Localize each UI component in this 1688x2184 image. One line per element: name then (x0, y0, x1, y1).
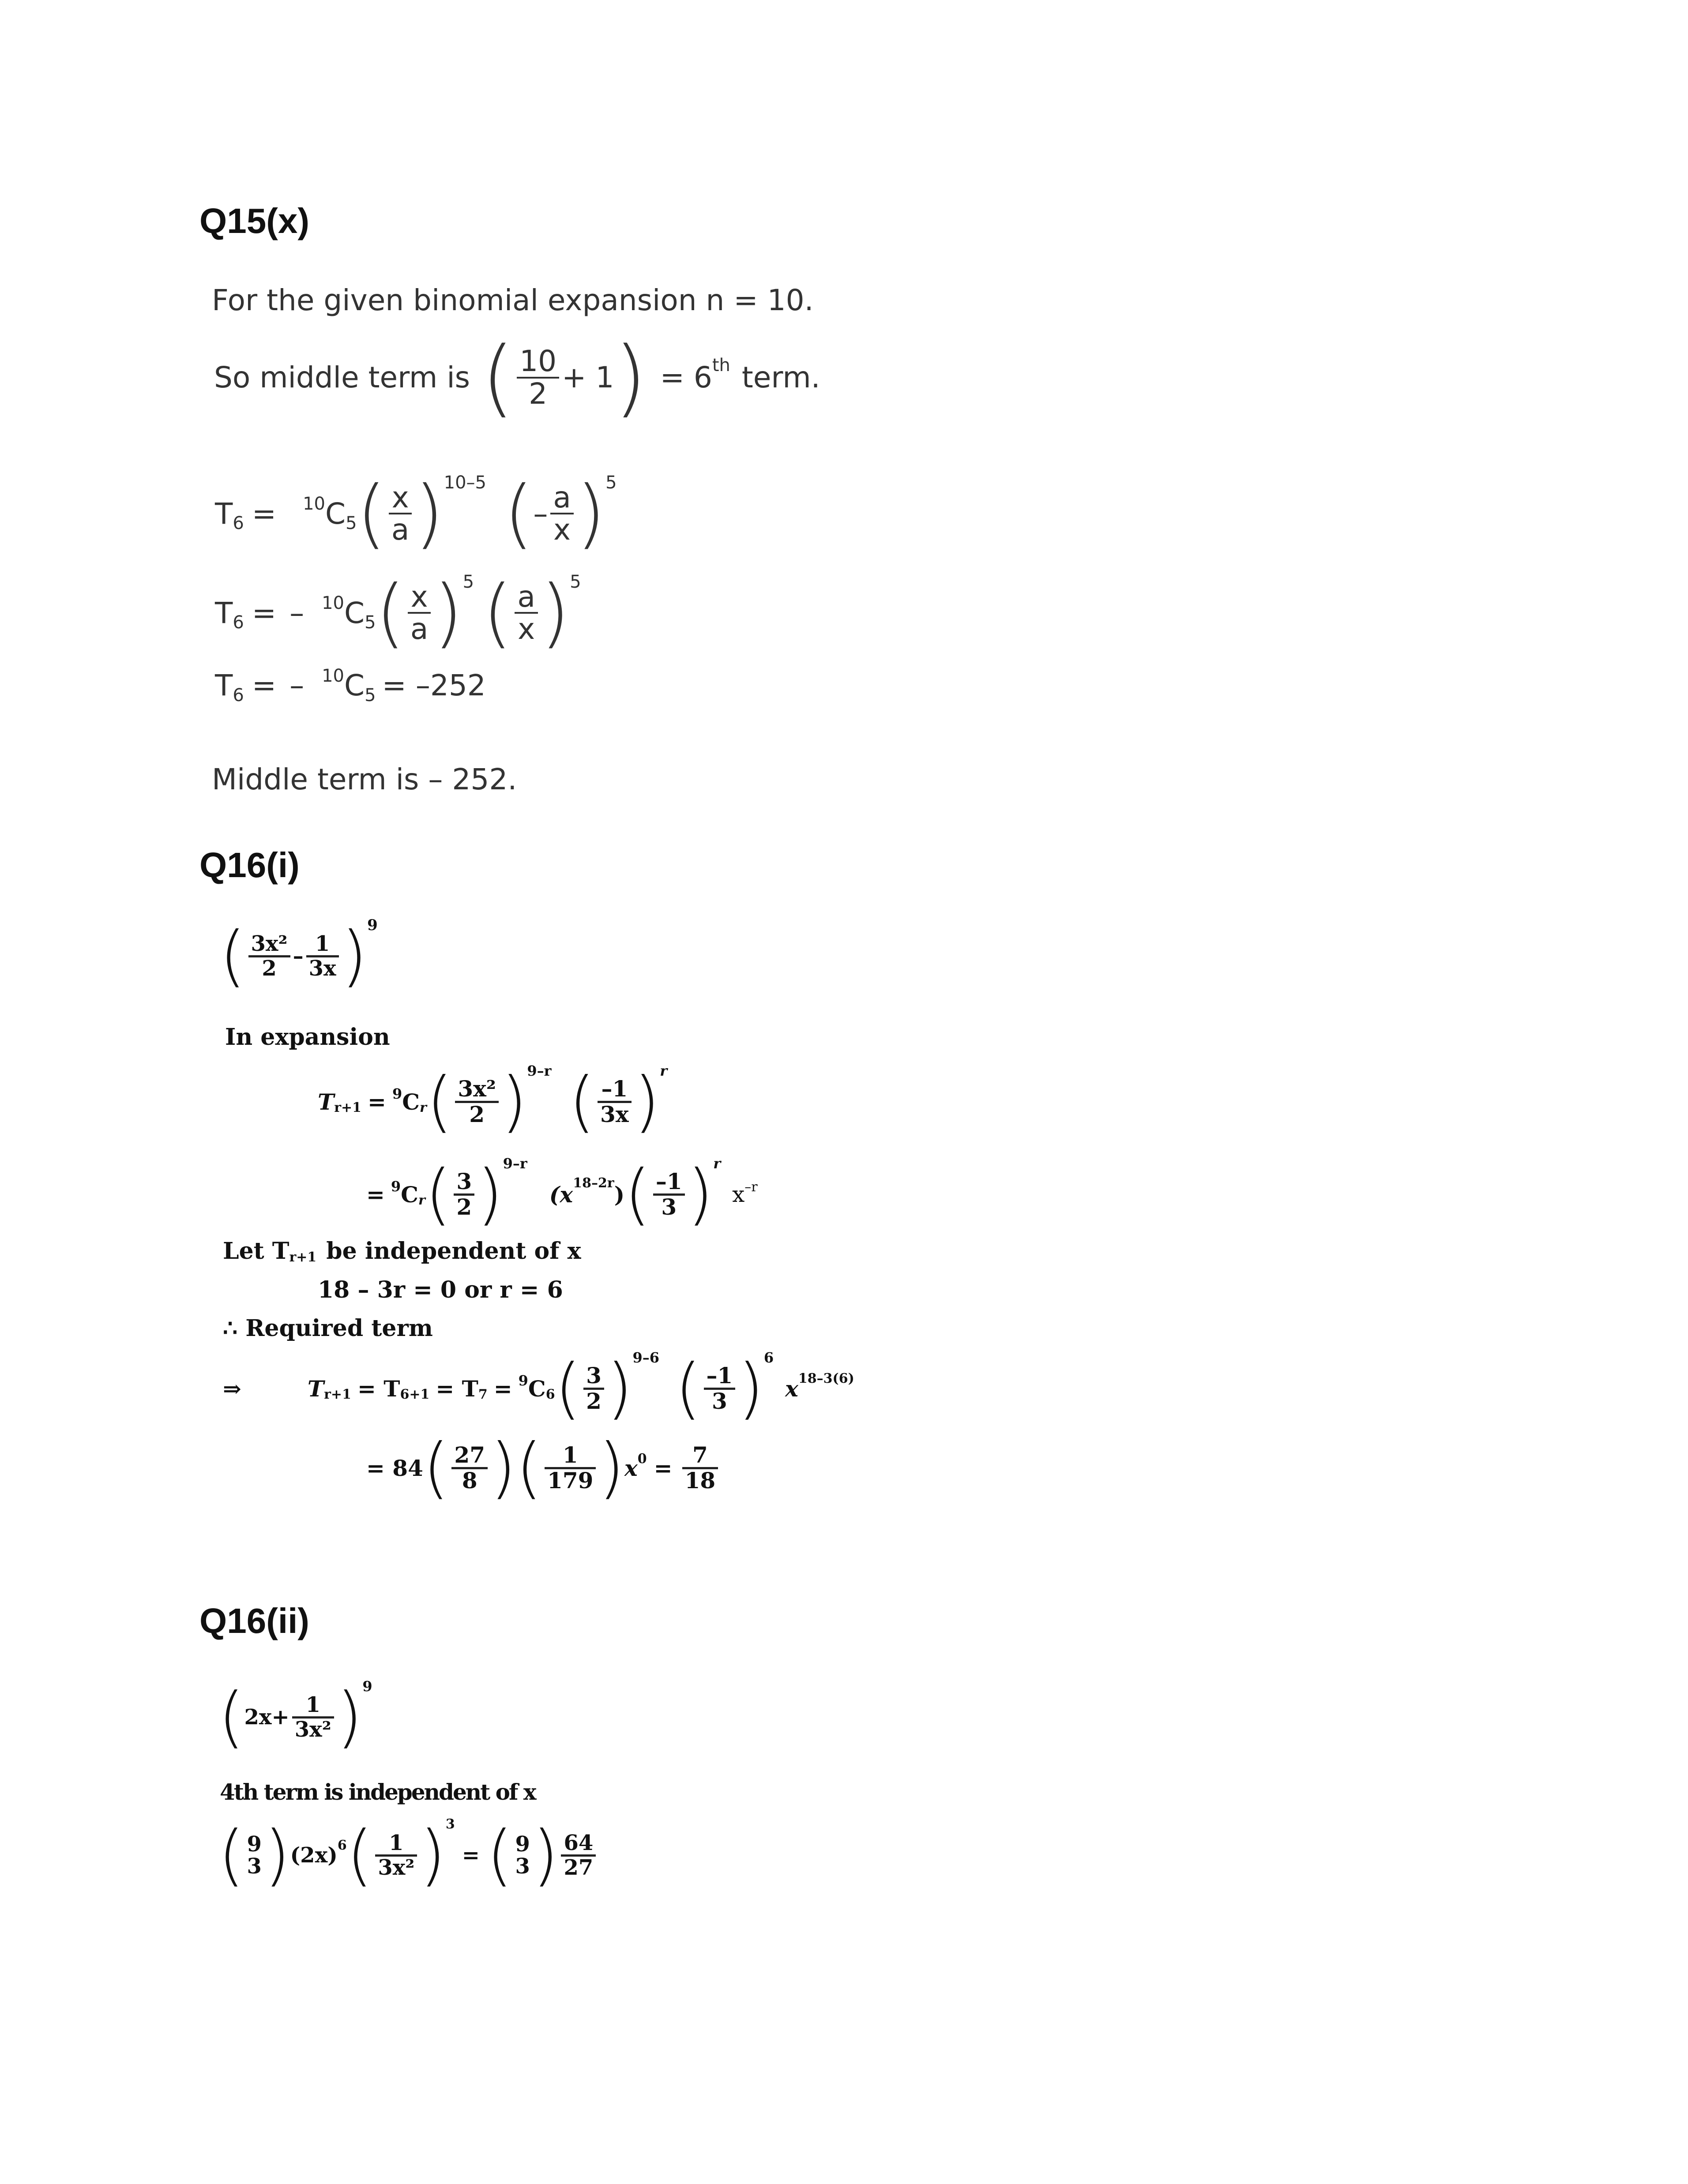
x-over-a: $\frac{x}{a}$ (408, 582, 431, 645)
a-over-x: $\frac{a}{x}$ (515, 582, 538, 645)
q15-line2-prefix: So middle term is (214, 360, 470, 394)
q16i-simplified: = $^9$ C $_r$ ( $\frac{3}{2}$ ) $^{9-r}$ $(x^{18-2r})$ ( $\frac{-1}{3}$ ) $^r$ x $^{-r}$ (366, 1155, 758, 1233)
q15-line2: So middle term is ( $\frac{10}{2}$ + 1 ) = 6 $^{th}$ term. (214, 329, 820, 426)
q15-conclusion: Middle term is – 252. (212, 762, 517, 796)
q16ii-term: ( 9 3 ) (2x) $^6$ ( $\frac{1}{\text{3x²}}$ ) $^3$ = ( 9 3 ) $\frac{64}{27}$ (218, 1817, 598, 1894)
q16i-in-expansion: In expansion (225, 1024, 390, 1051)
q16ii-heading: Q16(ii) (199, 1601, 309, 1640)
q16i-general-term: T $_{r+1}$ = $^9$ C $_r$ ( $\frac{\text{3x²}}{2}$ ) $^{9-r}$ ( $\frac{-1}{3x}$ ) $^r$ (318, 1062, 668, 1140)
q15-line2-fraction: $\frac{10}{2}$ (517, 346, 559, 409)
q16ii-fourth-line: 4th term is independent of x (220, 1779, 535, 1805)
q15-eq1: T $_6$ = $^{10}$ C $_5$ ( $\frac{x}{a}$ ) $^{10-5}$ ( – $\frac{a}{x}$ ) $^5$ (215, 470, 617, 557)
q15-eq2: T $_6$ = – $^{10}$ C $_5$ ( $\frac{x}{a}$ ) $^5$ ( $\frac{a}{x}$ ) $^5$ (215, 569, 581, 657)
q15-line1: For the given binomial expansion n = 10. (212, 283, 814, 317)
q16i-expression: ( $\frac{\text{3x²}}{2}$ – $\frac{1}{3x}$ ) $^9$ (220, 916, 378, 994)
q16ii-expression: ( 2x+ $\frac{1}{\text{3x²}}$ ) $^9$ (218, 1678, 372, 1756)
x-over-a: $\frac{x}{a}$ (389, 482, 412, 545)
q16i-therefore: ∴ Required term (223, 1315, 433, 1342)
q16i-required-term: ⇒ T $_{r+1}$ = T $_{6+1}$ = T $_7$ = $^9$ C $_6$ ( $\frac{3}{2}$ ) $^{9-6}$ ( $\frac{-1}{3}$ ) $^6$ x $^{18-3(6)}$ (223, 1349, 854, 1427)
q16i-heading: Q16(i) (199, 845, 300, 885)
a-over-x: $\frac{a}{x}$ (550, 482, 573, 545)
q16i-final: = 84 ( $\frac{27}{8}$ )( $\frac{1}{179}$ ) x $^0$ = $\frac{7}{18}$ (366, 1430, 721, 1506)
q16i-let-line: Let T $_{r+1}$ be independent of x (223, 1238, 581, 1265)
q15-eq3: T $_6$ = – $^{10}$ C $_5$ = –252 (215, 665, 486, 705)
q15-heading: Q15(x) (199, 201, 309, 240)
q16i-eq-r: 18 – 3r = 0 or r = 6 (318, 1276, 563, 1303)
